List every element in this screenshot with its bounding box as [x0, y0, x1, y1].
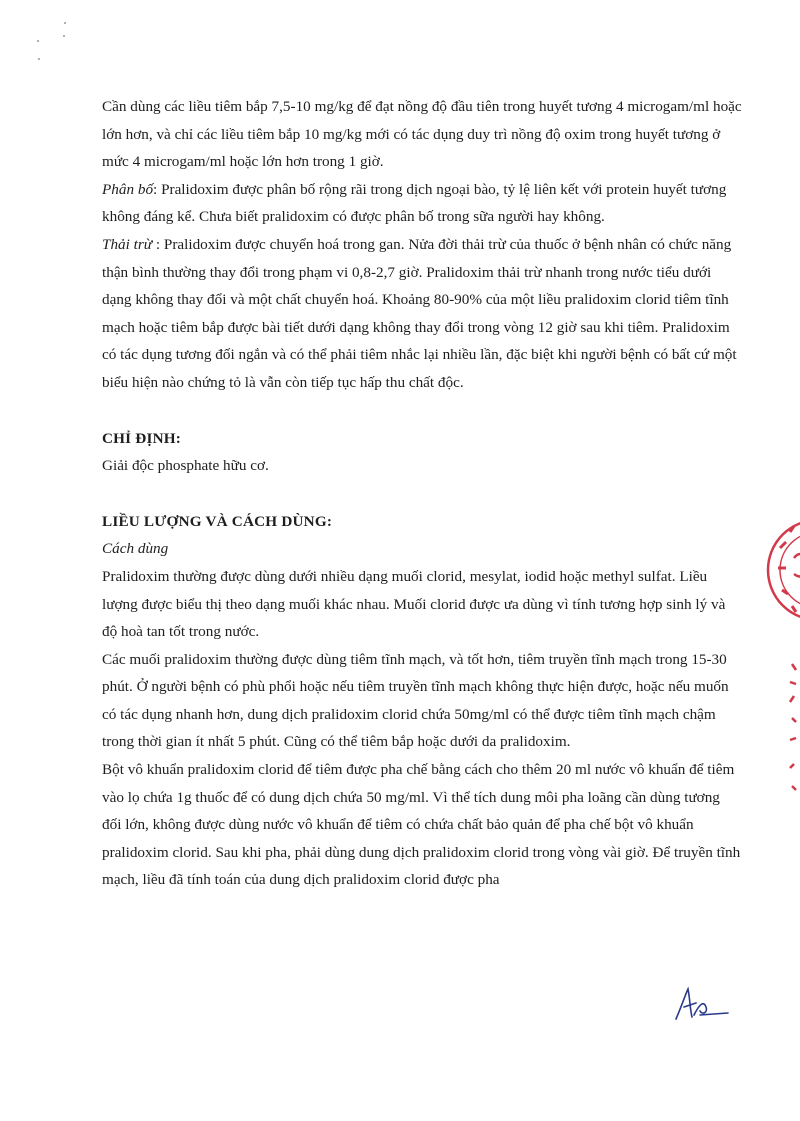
section-spacer: [102, 397, 742, 425]
distribution-paragraph: [102, 176, 742, 231]
usage-paragraph-administration: Các muối pralidoxim thường được dùng tiêm tĩnh mạch, và tốt hơn, tiêm truyền tĩnh mạch trong 15-30 phút. Ở người bệnh có phù phổi hoặc nếu tiêm truyền tĩnh mạch không thực hiện được, hoặc nếu muốn có tác dụng nhanh hơn, dung dịch pralidoxim clorid chứa 50mg/ml có thể được tiêm tĩnh mạch chậm trong thời gian ít nhất 5 phút. Cũng có thể tiêm bắp hoặc dưới da pralidoxim.: [102, 650, 729, 751]
usage-paragraph-salts: Pralidoxim thường được dùng dưới nhiều dạng muối clorid, mesylat, iodid hoặc methyl sulfat. Liều lượng được biểu thị theo dạng muối khác nhau. Muối clorid được ưa dùng vì tính tương hợp sinh lý và độ hoà tan tốt trong nước.: [102, 567, 726, 641]
elimination-label: Thải trừ: [102, 235, 153, 253]
indication-heading: CHỈ ĐỊNH:: [102, 429, 182, 447]
distribution-label: Phân bố: [102, 180, 154, 198]
red-margin-marks: [784, 660, 800, 800]
elimination-paragraph: [102, 231, 742, 397]
signature: [672, 985, 732, 1025]
section-spacer: [102, 480, 742, 508]
scan-speck: [63, 35, 65, 37]
pharmacokinetics-absorption-paragraph: Cần dùng các liều tiêm bắp 7,5-10 mg/kg để đạt nồng độ đầu tiên trong huyết tương 4 microgam/ml hoặc lớn hơn, và chỉ các liều tiêm bắp 10 mg/kg mới có tác dụng duy trì nồng độ oxim trong huyết tương ở mức 4 microgam/ml hoặc lớn hơn trong 1 giờ.: [102, 98, 742, 171]
scan-speck: [38, 58, 40, 60]
indication-text: Giải độc phosphate hữu cơ.: [102, 457, 269, 475]
scan-speck: [64, 22, 66, 24]
usage-subheading: Cách dùng: [102, 540, 169, 558]
elimination-text: : Pralidoxim được chuyển hoá trong gan. Nửa đời thải trừ của thuốc ở bệnh nhân có chức năng thận bình thường thay đổi trong phạm vi 0,8-2,7 giờ. Pralidoxim thải trừ nhanh trong nước tiểu dưới dạng không thay đổi và một chất chuyển hoá. Khoảng 80-90% của một liều pralidoxim clorid tiêm tĩnh mạch hoặc tiêm bắp được bài tiết dưới dạng không thay đổi trong vòng 12 giờ sau khi tiêm. Pralidoxim có tác dụng tương đối ngắn và có thể phải tiêm nhắc lại nhiều lần, đặc biệt khi người bệnh có bất cứ một biểu hiện nào chứng tỏ là vẫn còn tiếp tục hấp thu chất độc.: [102, 235, 737, 391]
red-seal-stamp: [758, 508, 800, 638]
document-body: [102, 93, 742, 894]
dosage-heading: LIỀU LƯỢNG VÀ CÁCH DÙNG:: [102, 512, 333, 530]
scan-speck: [37, 40, 39, 42]
usage-paragraph-preparation: Bột vô khuẩn pralidoxim clorid để tiêm được pha chế bằng cách cho thêm 20 ml nước vô khuẩn để tiêm vào lọ chứa 1g thuốc để có dung dịch chứa 50 mg/ml. Vì thể tích dung môi pha loãng cần dùng tương đối lớn, không được dùng nước vô khuẩn để tiêm có chứa chất bảo quản để pha chế bột vô khuẩn pralidoxim clorid. Sau khi pha, phải dùng dung dịch pralidoxim clorid trong vòng vài giờ. Để truyền tĩnh mạch, liều đã tính toán của dung dịch pralidoxim clorid được pha: [102, 761, 741, 889]
distribution-text: : Pralidoxim được phân bố rộng rãi trong dịch ngoại bào, tỷ lệ liên kết với protein huyết tương không đáng kể. Chưa biết pralidoxim có được phân bố trong sữa người hay không.: [102, 180, 727, 226]
